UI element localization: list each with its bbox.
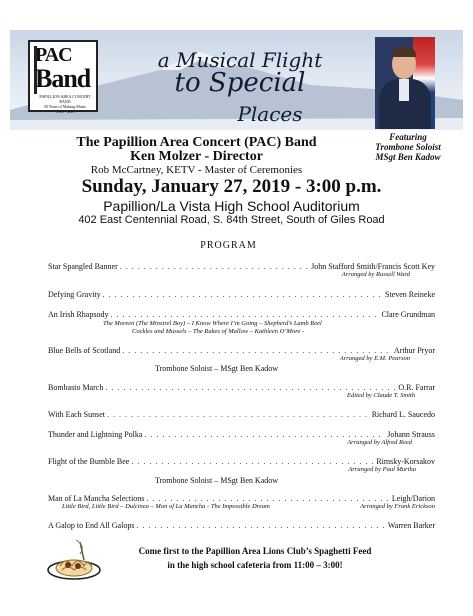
soloist-note: Trombone Soloist – MSgt Ben Kadow: [154, 476, 279, 485]
footer-line-2: in the high school cafeteria from 11:00 – 3:00!: [167, 560, 343, 570]
medley-note: Cockles and Mussels – The Rakes of Mallow – Kathleen O’More -: [132, 328, 305, 335]
program-item: An Irish Rhapsody . . . Clare Grundman: [48, 310, 435, 319]
medley-note: The Moreen (The Minstrel Boy) – I Know Where I’m Going – Shepherd’s Lamb Reel: [103, 320, 322, 327]
program-item: With Each Sunset . . . Richard L. Saucedo: [48, 410, 435, 419]
arranger-note: Arranged by Alfred Reed: [347, 439, 412, 446]
arranger-note: Arranged by E.M. Pearson: [339, 355, 410, 362]
program-heading: PROGRAM: [200, 240, 257, 251]
arranger-note: Arranged by Frank Erickson: [360, 503, 435, 510]
program-item: Bombasto March . . . O.R. Farrar: [48, 383, 435, 392]
program-item: A Galop to End All Galops . . . Warren Barker: [48, 521, 435, 530]
footer-line-1: Come first to the Papillion Area Lions Club’s Spaghetti Feed: [138, 546, 372, 556]
title-line-1: a Musical Flight: [157, 48, 323, 72]
title-line-2: to Special: [174, 68, 306, 98]
venue: Papillion/La Vista High School Auditorium: [103, 198, 360, 214]
program-item: Man of La Mancha Selections . . . Leigh/Darion: [48, 494, 435, 503]
program-item: Thunder and Lightning Polka . . . Johann Strauss: [48, 430, 435, 439]
arranger-note: Arranged by Russell Ward: [341, 271, 410, 278]
title-line-3: Places: [237, 102, 303, 126]
director: Ken Molzer - Director: [130, 149, 263, 164]
program-item: Star Spangled Banner . . . John Stafford Smith/Francis Scott Key: [48, 262, 435, 271]
program-item: Blue Bells of Scotland . . . Arthur Pryor: [48, 346, 435, 355]
master-of-ceremonies: Rob McCartney, KETV - Master of Ceremonies: [90, 164, 303, 176]
venue-address: 402 East Centennial Road, S. 84th Street, South of Giles Road: [78, 214, 385, 226]
pac-band-logo: PAC Band PAPILLION AREA CONCERT BAND 30 Years of Making Music 1986 - 2016: [28, 40, 98, 112]
medley-note: Little Bird, Little Bird – Dulcinea – Man of La Mancha - The Impossible Dream: [62, 503, 270, 510]
photo-caption: Featuring Trombone Soloist MSgt Ben Kadow: [375, 132, 441, 162]
program-item: Defying Gravity . . . Steven Reineke: [48, 290, 435, 299]
spaghetti-icon: [46, 538, 102, 582]
program-item: Flight of the Bumble Bee . . . Rimsky-Korsakov: [48, 457, 435, 466]
concert-date: Sunday, January 27, 2019 - 3:00 p.m.: [81, 176, 382, 197]
band-name: The Papillion Area Concert (PAC) Band: [76, 135, 317, 150]
soloist-note: Trombone Soloist – MSgt Ben Kadow: [154, 364, 279, 373]
soloist-photo: [375, 37, 435, 129]
arranger-note: Arranged by Paul Murtha: [348, 466, 416, 473]
arranger-note: Edited by Claude T. Smith: [347, 392, 415, 399]
